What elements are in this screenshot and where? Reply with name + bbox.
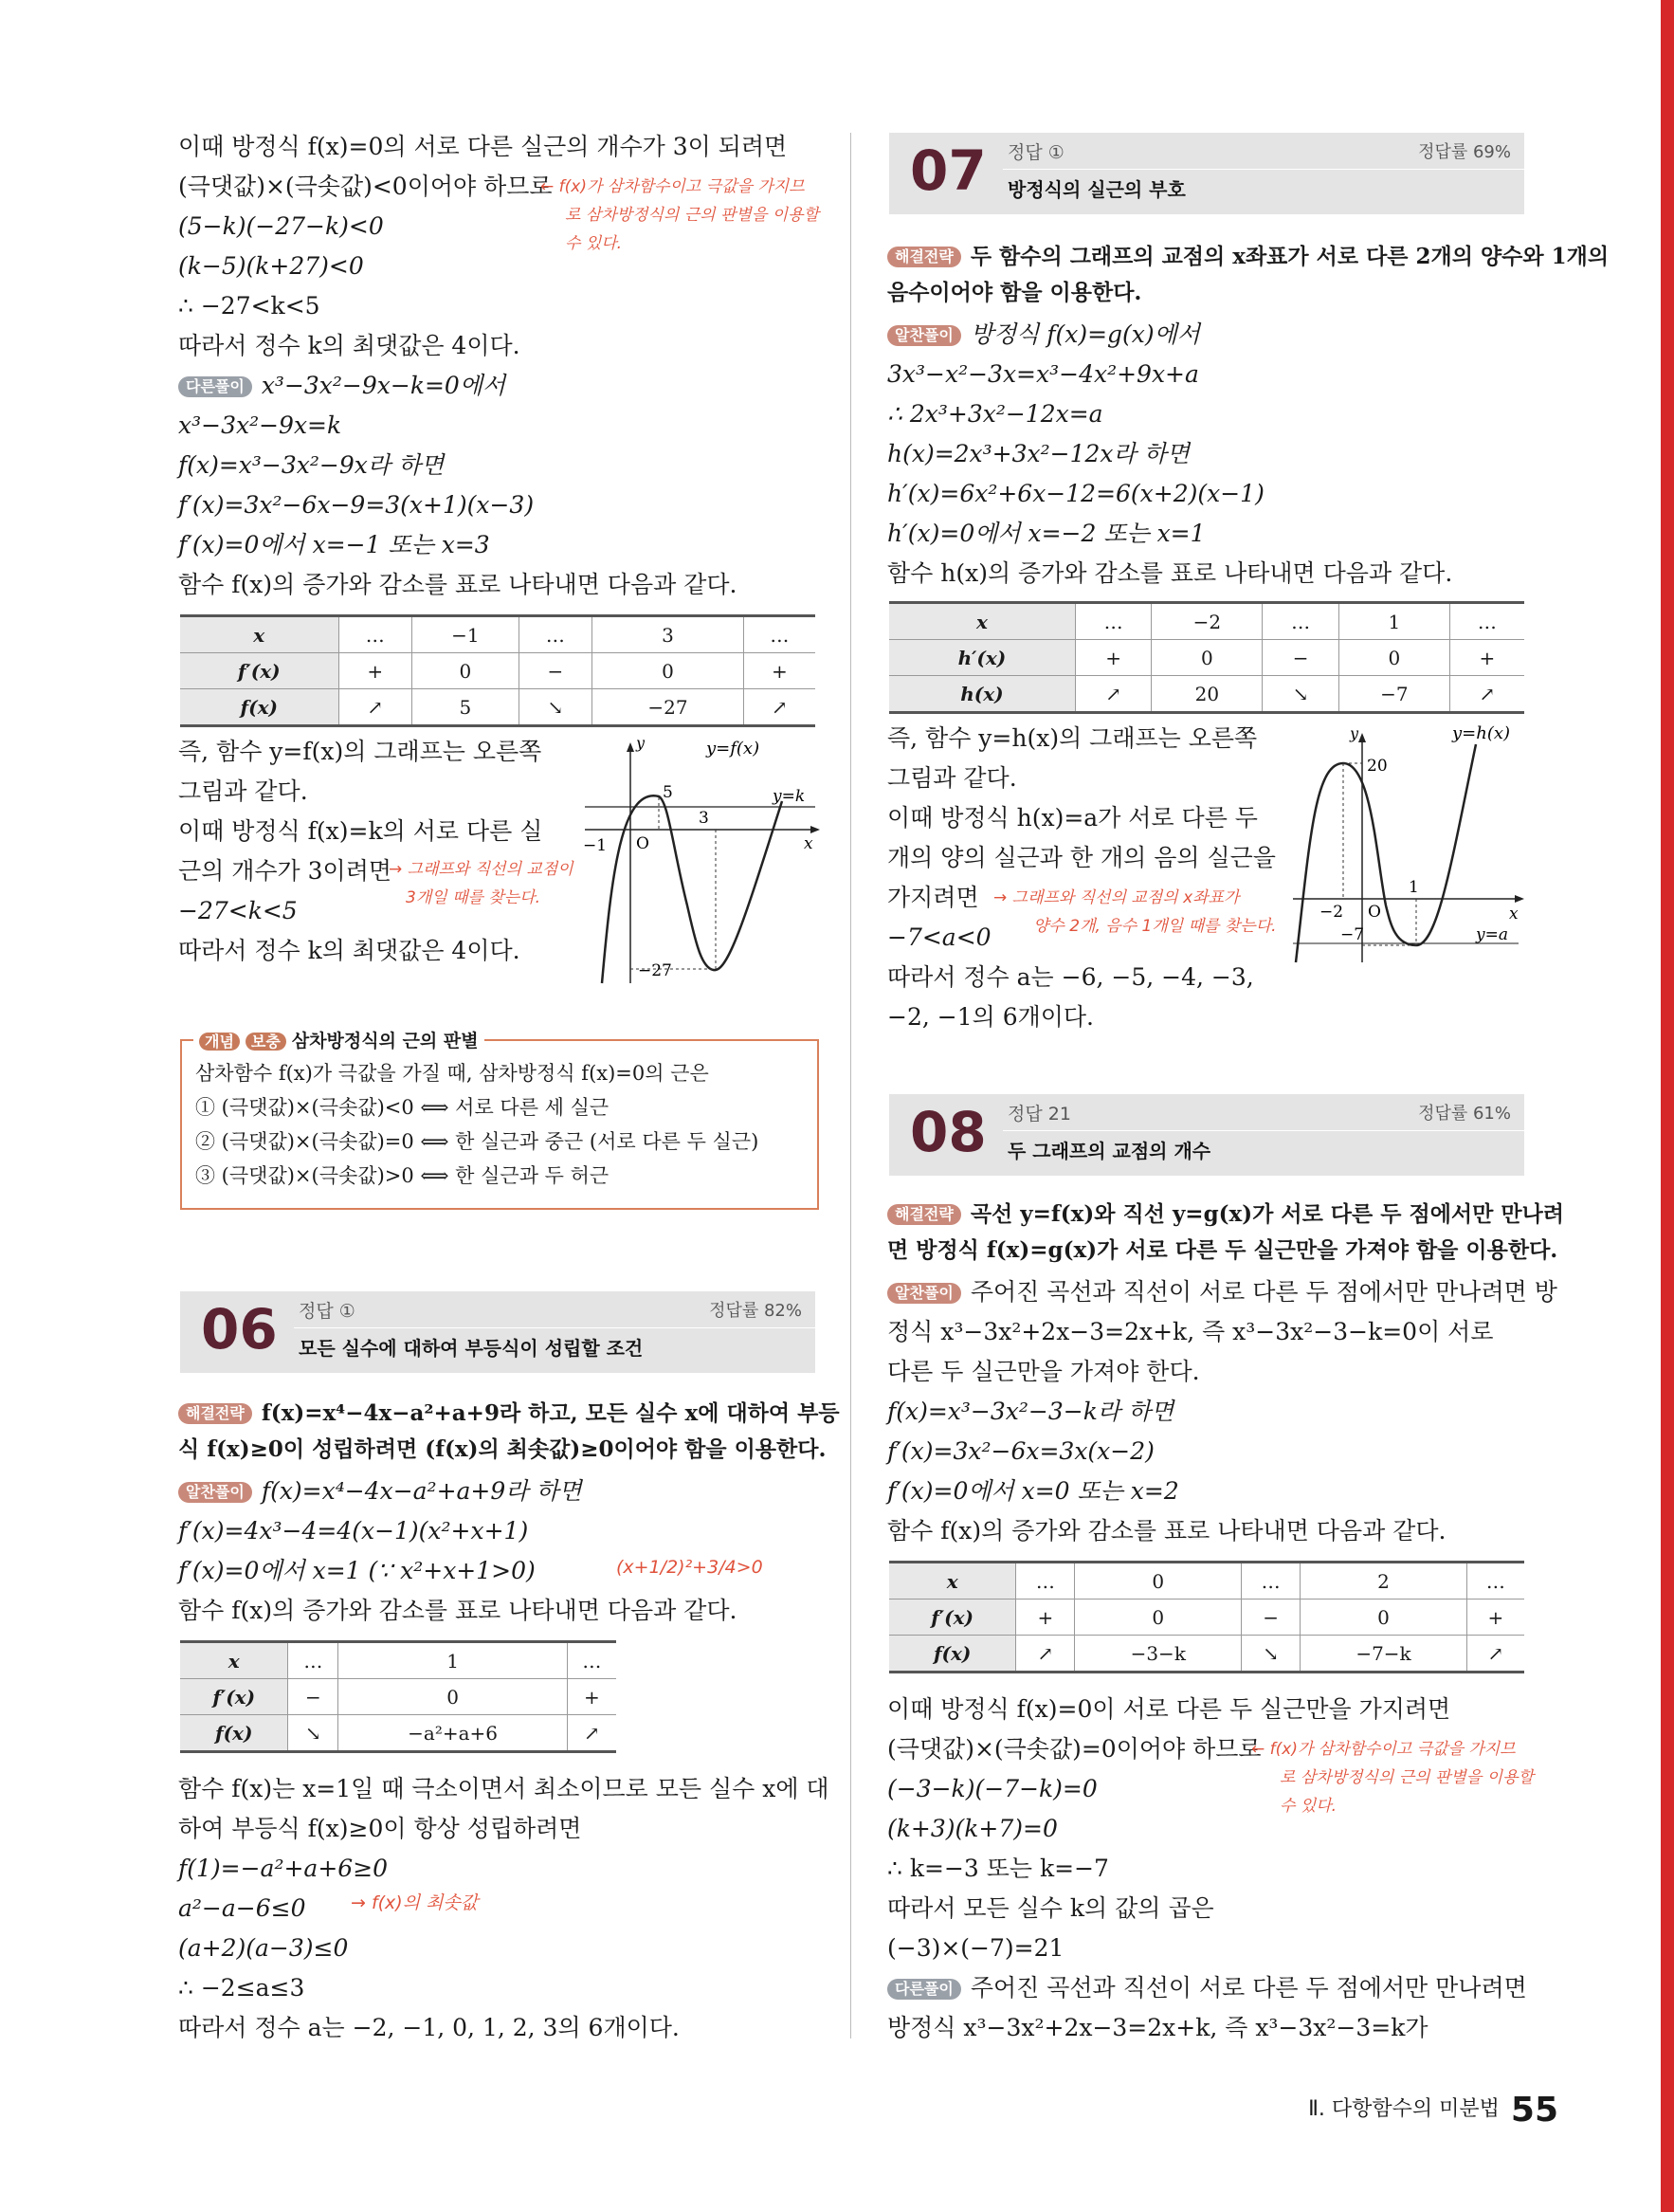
alt-solution-line: 다른풀이 x³−3x²−9x−k=0에서 (178, 370, 505, 402)
axis-label-x: x (804, 834, 813, 853)
text-line: 따라서 모든 실수 k의 값의 곱은 (887, 1894, 1214, 1922)
axis-label-y: y (1350, 725, 1359, 742)
margin-note: 양수 2개, 음수 1개일 때를 찾는다. (1033, 917, 1277, 936)
problem-number: 06 (201, 1297, 278, 1362)
strategy-line: 해결전략 두 함수의 그래프의 교점의 x좌표가 서로 다른 2개의 양수와 1개의 (887, 241, 1609, 273)
text-line: −2, −1의 6개이다. (887, 1003, 1094, 1031)
strategy-line: 면 방정식 f(x)=g(x)가 서로 다른 두 실근만을 가져야 함을 이용한다. (887, 1237, 1558, 1263)
text-line: 개의 양의 실근과 한 개의 음의 실근을 (887, 844, 1276, 871)
correct-rate: 정답률 69% (1418, 142, 1511, 162)
text-line: 따라서 정수 a는 −6, −5, −4, −3, (887, 963, 1254, 991)
margin-note: 로 삼차방정식의 근의 판별을 이용할 (1280, 1768, 1534, 1787)
text-line: (극댓값)×(극솟값)=0이어야 하므로 (887, 1735, 1262, 1763)
text-line: −27<k<5 (178, 897, 298, 924)
text-line: 그림과 같다. (178, 777, 308, 805)
increase-decrease-table: x … −2 … 1 … h′(x) + 0 − 0 + h(x) ↗ 20 ↘ −7 ↗ (889, 601, 1524, 714)
text-line: (k−5)(k+27)<0 (178, 252, 364, 280)
text-line: (극댓값)×(극솟값)<0이어야 하므로 (178, 173, 553, 200)
origin-label: O (636, 834, 649, 853)
increase-decrease-table: x … 1 … f′(x) − 0 + f(x) ↘ −a²+a+6 ↗ (180, 1640, 616, 1753)
margin-note: ← f(x)가 삼차함수이고 극값을 가지므 (540, 177, 805, 196)
text-line: 따라서 정수 a는 −2, −1, 0, 1, 2, 3의 6개이다. (178, 2014, 680, 2041)
margin-note: 3개일 때를 찾는다. (406, 888, 540, 907)
text-line: ∴ −27<k<5 (178, 292, 320, 320)
correct-rate: 정답률 61% (1418, 1104, 1511, 1124)
increase-decrease-table: x … −1 … 3 … f′(x) + 0 − 0 + f(x) ↗ 5 ↘ −27 ↗ (180, 614, 815, 727)
point-label: 1 (1409, 878, 1419, 897)
text-line: 근의 개수가 3이려면 (178, 857, 391, 885)
text-line: (k+3)(k+7)=0 (887, 1815, 1058, 1842)
text-line: 그림과 같다. (887, 764, 1017, 792)
text-line: f′(x)=3x²−6x=3x(x−2) (887, 1437, 1155, 1465)
text-line: f(1)=−a²+a+6≥0 (178, 1855, 389, 1882)
text-line: 즉, 함수 y=f(x)의 그래프는 오른쪽 (178, 738, 542, 765)
text-line: h′(x)=6x²+6x−12=6(x+2)(x−1) (887, 480, 1265, 507)
strategy-line: 음수이어야 함을 이용한다. (887, 280, 1142, 305)
solution-line: 알찬풀이 f(x)=x⁴−4x−a²+a+9라 하면 (178, 1475, 582, 1508)
strategy-line: 해결전략 f(x)=x⁴−4x−a²+a+9라 하고, 모든 실수 x에 대하여 부등 (178, 1398, 840, 1430)
margin-note: → 그래프와 직선의 교점이 (389, 860, 573, 879)
text-line: 방정식 x³−3x²+2x−3=2x+k, 즉 x³−3x²−3=k가 (887, 2014, 1428, 2041)
axis-label-y: y (636, 735, 646, 752)
text-line: f′(x)=0에서 x=0 또는 x=2 (887, 1477, 1179, 1505)
margin-note: 로 삼차방정식의 근의 판별을 이용할 (565, 206, 819, 225)
text-line: f(x)=x³−3x²−3−k라 하면 (887, 1398, 1174, 1425)
curve-label: y=f(x) (706, 739, 760, 759)
concept-line: ② (극댓값)×(극솟값)=0 ⟺ 한 실근과 중근 (서로 다른 두 실근) (195, 1130, 759, 1153)
text-line: f(x)=x³−3x²−9x라 하면 (178, 451, 445, 479)
alt-solution-badge: 다른풀이 (178, 376, 252, 397)
point-label: 5 (663, 783, 673, 802)
text-line: 3x³−x²−3x=x³−4x²+9x+a (887, 360, 1199, 388)
text-line: a²−a−6≤0 (178, 1894, 306, 1922)
answer-label: 정답 ① (299, 1301, 355, 1322)
point-label: 20 (1367, 757, 1388, 776)
line-label: y=k (773, 787, 806, 806)
text-line: 따라서 정수 k의 최댓값은 4이다. (178, 937, 520, 964)
text-line: 이때 방정식 h(x)=a가 서로 다른 두 (887, 804, 1258, 832)
concept-line: ① (극댓값)×(극솟값)<0 ⟺ 서로 다른 세 실근 (195, 1096, 610, 1119)
strategy-line: 식 f(x)≥0이 성립하려면 (f(x)의 최솟값)≥0이어야 함을 이용한다. (178, 1436, 827, 1462)
problem-06-header (180, 1291, 815, 1373)
origin-label: O (1368, 903, 1381, 922)
text-line: 가지려면 (887, 884, 979, 911)
cubic-graph-hx (1291, 725, 1528, 967)
text-line: 함수 f(x)의 증가와 감소를 표로 나타내면 다음과 같다. (887, 1517, 1447, 1545)
text-line: 함수 f(x)의 증가와 감소를 표로 나타내면 다음과 같다. (178, 571, 737, 598)
answer-label: 정답 ① (1008, 142, 1064, 163)
page-number: 55 (1510, 2091, 1558, 2130)
problem-title: 방정식의 실근의 부호 (1008, 178, 1186, 201)
line-label: y=a (1476, 925, 1508, 944)
text-line: 따라서 정수 k의 최댓값은 4이다. (178, 332, 520, 359)
point-label: −2 (1319, 903, 1344, 922)
page-footer (1308, 2091, 1558, 2130)
solution-line: 알찬풀이 방정식 f(x)=g(x)에서 (887, 319, 1200, 351)
margin-note: → 그래프와 직선의 교점의 x좌표가 (993, 888, 1240, 907)
problem-07-header (889, 133, 1524, 214)
margin-note: ← f(x)가 삼차함수이고 극값을 가지므 (1251, 1740, 1516, 1759)
answer-label: 정답 21 (1008, 1104, 1071, 1124)
text-line: 이때 방정식 f(x)=0이 서로 다른 두 실근만을 가지려면 (887, 1695, 1451, 1723)
text-line: f′(x)=0에서 x=−1 또는 x=3 (178, 531, 490, 558)
text-line: h′(x)=0에서 x=−2 또는 x=1 (887, 520, 1206, 547)
problem-08-header (889, 1094, 1524, 1176)
margin-note: 수 있다. (1280, 1797, 1337, 1816)
concept-box (180, 1031, 819, 1210)
text-line: 즉, 함수 y=h(x)의 그래프는 오른쪽 (887, 724, 1258, 752)
cubic-graph-fx (583, 735, 820, 986)
point-label: 3 (699, 809, 709, 828)
text-line: 이때 방정식 f(x)=0의 서로 다른 실근의 개수가 3이 되려면 (178, 133, 788, 160)
page-edge-bar (1661, 0, 1674, 2212)
text-line: 함수 f(x)의 증가와 감소를 표로 나타내면 다음과 같다. (178, 1597, 737, 1624)
text-line: f′(x)=0에서 x=1 (∵ x²+x+1>0) (178, 1557, 536, 1584)
text-line: (a+2)(a−3)≤0 (178, 1934, 349, 1962)
text-line: f′(x)=3x²−6x−9=3(x+1)(x−3) (178, 491, 535, 519)
concept-line: 삼차함수 f(x)가 극값을 가질 때, 삼차방정식 f(x)=0의 근은 (195, 1062, 709, 1085)
alt-solution-line: 다른풀이 주어진 곡선과 직선이 서로 다른 두 점에서만 만나려면 (887, 1972, 1527, 2004)
text-line: ∴ 2x³+3x²−12x=a (887, 400, 1103, 428)
text-line: 다른 두 실근만을 가져야 한다. (887, 1358, 1200, 1385)
curve-label: y=h(x) (1452, 725, 1511, 743)
problem-number: 07 (910, 138, 987, 203)
text-line: 정식 x³−3x²+2x−3=2x+k, 즉 x³−3x²−3−k=0이 서로 (887, 1318, 1494, 1345)
margin-note: (x+1/2)²+3/4>0 (616, 1557, 763, 1578)
axis-label-x: x (1509, 905, 1519, 923)
correct-rate: 정답률 82% (709, 1301, 802, 1321)
point-label: −7 (1340, 925, 1365, 944)
solution-line: 알찬풀이 주어진 곡선과 직선이 서로 다른 두 점에서만 만나려면 방 (887, 1276, 1557, 1308)
strategy-line: 해결전략 곡선 y=f(x)와 직선 y=g(x)가 서로 다른 두 점에서만 만나려 (887, 1198, 1564, 1231)
margin-note: → f(x)의 최솟값 (351, 1892, 479, 1913)
text-line: (−3)×(−7)=21 (887, 1934, 1064, 1962)
problem-title: 모든 실수에 대하여 부등식이 성립할 조건 (299, 1337, 644, 1360)
text-line: h(x)=2x³+3x²−12x라 하면 (887, 440, 1190, 467)
text-line: ∴ −2≤a≤3 (178, 1974, 305, 2002)
text-line: 하여 부등식 f(x)≥0이 항상 성립하려면 (178, 1815, 582, 1842)
text-line: 함수 h(x)의 증가와 감소를 표로 나타내면 다음과 같다. (887, 559, 1453, 587)
concept-box-title: 개념 보충 삼차방정식의 근의 판별 (193, 1027, 484, 1052)
section-title: Ⅱ. 다항함수의 미분법 (1308, 2097, 1500, 2121)
increase-decrease-table: x … 0 … 2 … f′(x) + 0 − 0 + f(x) ↗ −3−k ↘ −7−k ↗ (889, 1561, 1524, 1673)
problem-number: 08 (910, 1100, 987, 1164)
concept-line: ③ (극댓값)×(극솟값)>0 ⟺ 한 실근과 두 허근 (195, 1164, 610, 1187)
point-label: −1 (583, 836, 608, 855)
problem-title: 두 그래프의 교점의 개수 (1008, 1140, 1211, 1162)
text-line: f′(x)=4x³−4=4(x−1)(x²+x+1) (178, 1517, 529, 1545)
text-line: (5−k)(−27−k)<0 (178, 212, 384, 240)
point-label: −27 (638, 961, 672, 980)
text-line: ∴ k=−3 또는 k=−7 (887, 1855, 1109, 1882)
text-line: 함수 f(x)는 x=1일 때 극소이면서 최소이므로 모든 실수 x에 대 (178, 1775, 829, 1802)
column-divider (850, 133, 851, 2038)
text-line: (−3−k)(−7−k)=0 (887, 1775, 1098, 1802)
text-line: 이때 방정식 f(x)=k의 서로 다른 실 (178, 817, 543, 845)
text-line: −7<a<0 (887, 923, 992, 951)
text-line: x³−3x²−9x=k (178, 411, 342, 439)
margin-note: 수 있다. (565, 234, 623, 253)
